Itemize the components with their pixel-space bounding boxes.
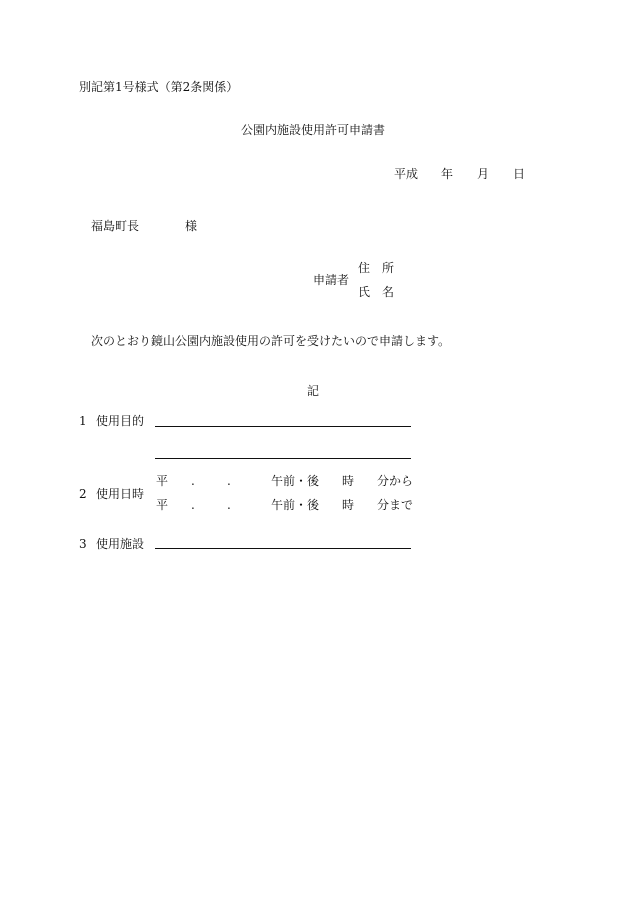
purpose-field-line[interactable] <box>155 426 411 427</box>
facility-field-line[interactable] <box>155 548 411 549</box>
datetime-label: 使用日時 <box>96 487 145 501</box>
from-dot-1: . <box>191 474 195 488</box>
to-era: 平 <box>156 498 169 512</box>
date-day-label: 日 <box>513 167 526 181</box>
to-dot-2: . <box>227 498 231 512</box>
purpose-field-line-2[interactable] <box>155 458 411 459</box>
addressee-name: 福島町長 <box>91 219 140 233</box>
from-suffix: 分から <box>377 474 414 488</box>
to-hour: 時 <box>342 498 355 512</box>
from-hour: 時 <box>342 474 355 488</box>
to-ampm: 午前・後 <box>271 498 320 512</box>
from-ampm: 午前・後 <box>271 474 320 488</box>
from-era: 平 <box>156 474 169 488</box>
applicant-address-label: 住 所 <box>358 261 395 275</box>
addressee-honorific: 様 <box>185 219 198 233</box>
ki-heading: 記 <box>307 384 320 398</box>
date-year-label: 年 <box>441 167 454 181</box>
form-label: 別記第1号様式（第2条関係） <box>79 80 239 94</box>
applicant-label: 申請者 <box>313 273 350 287</box>
purpose-label: 使用目的 <box>96 414 145 428</box>
date-month-label: 月 <box>477 167 490 181</box>
applicant-name-label: 氏 名 <box>358 285 395 299</box>
to-dot-1: . <box>191 498 195 512</box>
item-number: 2 <box>79 487 87 501</box>
facility-label: 使用施設 <box>96 537 145 551</box>
from-dot-2: . <box>227 474 231 488</box>
to-suffix: 分まで <box>377 498 414 512</box>
date-era: 平成 <box>394 167 419 181</box>
application-statement: 次のとおり鏡山公園内施設使用の許可を受けたいので申請します。 <box>91 334 451 348</box>
document-title: 公園内施設使用許可申請書 <box>241 123 386 137</box>
item-number: 1 <box>79 414 87 428</box>
item-number: 3 <box>79 537 87 551</box>
